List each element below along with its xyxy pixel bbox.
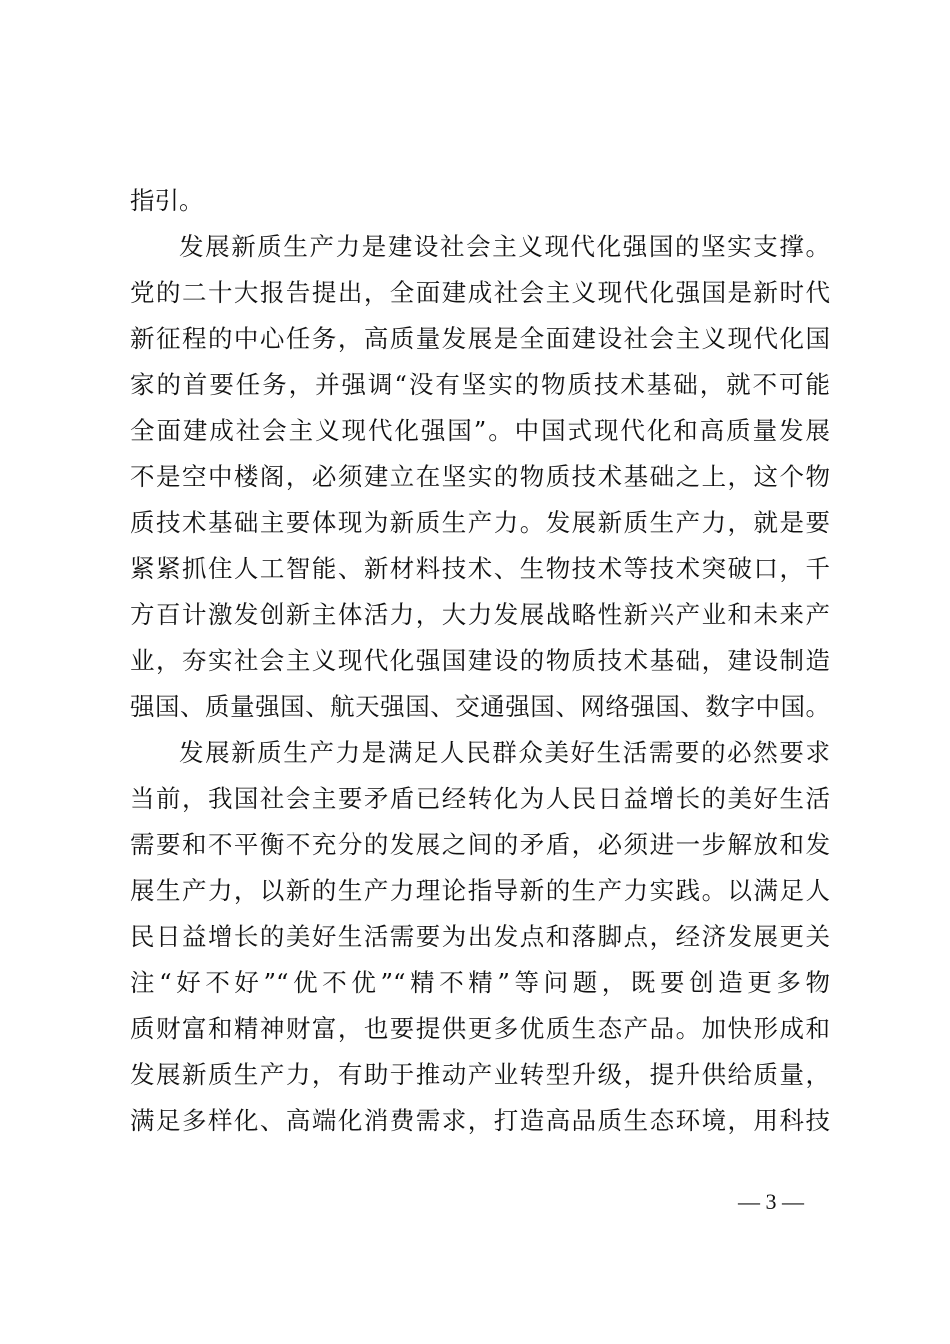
paragraph-line: 展生产力，以新的生产力理论指导新的生产力实践。以满足人 xyxy=(130,876,830,905)
paragraph-line: 需要和不平衡不充分的发展之间的矛盾，必须进一步解放和发 xyxy=(130,830,830,859)
paragraph-line: 满足多样化、高端化消费需求，打造高品质生态环境，用科技 xyxy=(130,1106,830,1135)
paragraph-line: 新征程的中心任务，高质量发展是全面建设社会主义现代化国 xyxy=(130,324,830,353)
paragraph-line: 业，夯实社会主义现代化强国建设的物质技术基础，建设制造 xyxy=(130,646,830,675)
paragraph-line: 指引。 xyxy=(130,186,204,215)
paragraph-line: 方百计激发创新主体活力，大力发展战略性新兴产业和未来产 xyxy=(130,600,830,629)
paragraph-line: 注“好不好”“优不优”“精不精”等问题，既要创造更多物 xyxy=(130,968,830,997)
paragraph-line: 紧紧抓住人工智能、新材料技术、生物技术等技术突破口，千 xyxy=(130,554,830,583)
paragraph-line: 当前，我国社会主要矛盾已经转化为人民日益增长的美好生活 xyxy=(130,784,830,813)
paragraph-line: 家的首要任务，并强调“没有坚实的物质技术基础，就不可能 xyxy=(130,370,830,399)
paragraph-line: 发展新质生产力是建设社会主义现代化强国的坚实支撑。 xyxy=(179,232,830,261)
paragraph-line: 质技术基础主要体现为新质生产力。发展新质生产力，就是要 xyxy=(130,508,830,537)
paragraph-line: 强国、质量强国、航天强国、交通强国、网络强国、数字中国。 xyxy=(130,692,830,721)
paragraph-line: 不是空中楼阁，必须建立在坚实的物质技术基础之上，这个物 xyxy=(130,462,830,491)
body-text xyxy=(130,178,830,1144)
paragraph-line: 党的二十大报告提出，全面建成社会主义现代化强国是新时代 xyxy=(130,278,830,307)
paragraph-line: 质财富和精神财富，也要提供更多优质生态产品。加快形成和 xyxy=(130,1014,830,1043)
paragraph-line: 发展新质生产力是满足人民群众美好生活需要的必然要求 xyxy=(179,738,830,767)
paragraph-line: 民日益增长的美好生活需要为出发点和落脚点，经济发展更关 xyxy=(130,922,830,951)
paragraph-line: 发展新质生产力，有助于推动产业转型升级，提升供给质量， xyxy=(130,1060,830,1089)
paragraph-line: 全面建成社会主义现代化强国”。中国式现代化和高质量发展 xyxy=(130,416,830,445)
page-number: — 3 — xyxy=(738,1189,804,1214)
